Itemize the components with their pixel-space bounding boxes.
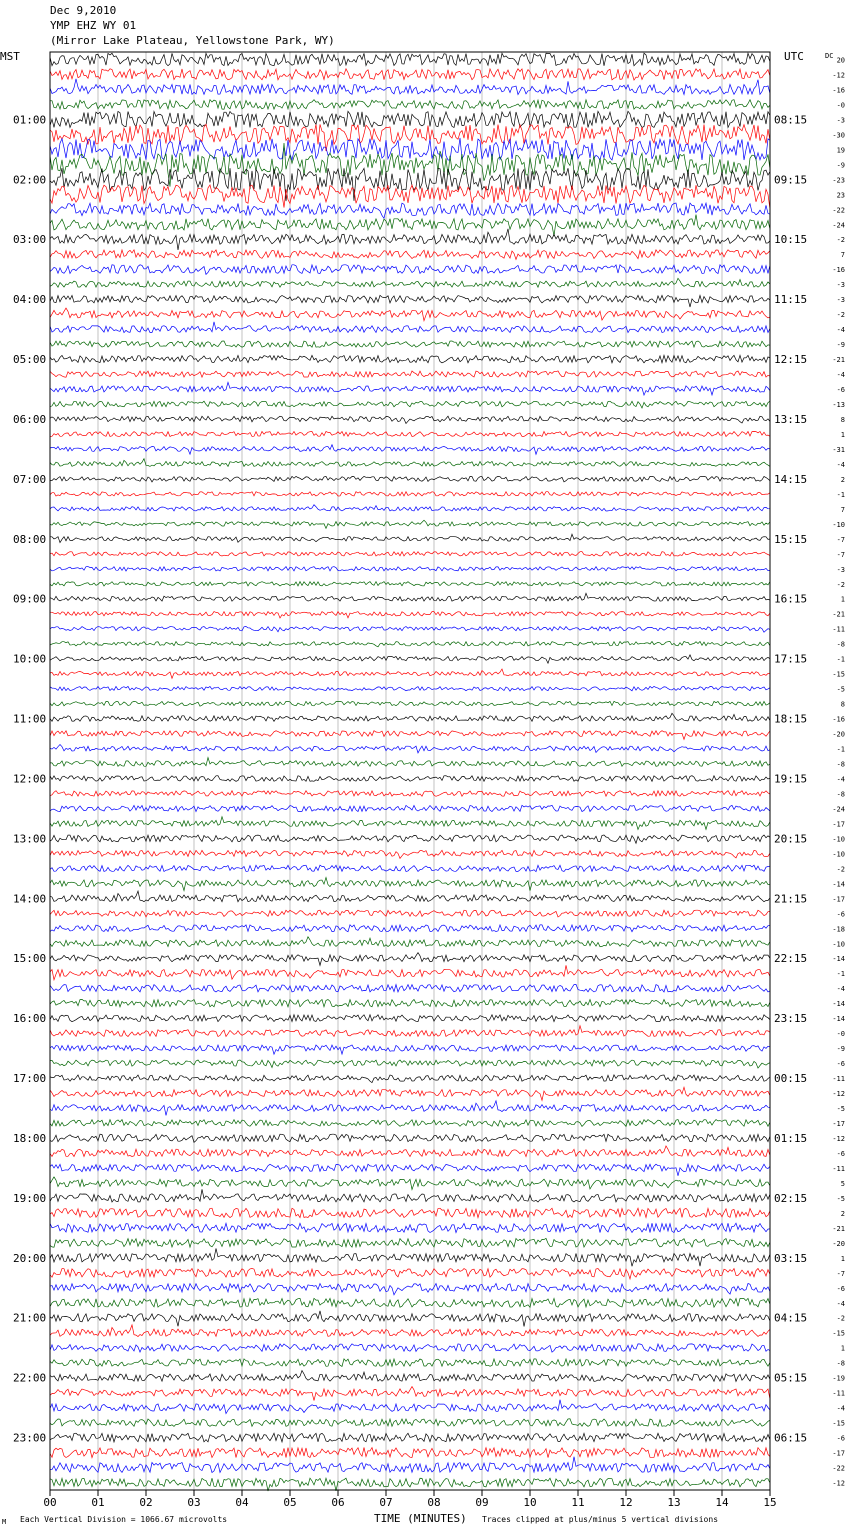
trace-line <box>50 1478 770 1491</box>
trace-line <box>50 850 770 858</box>
x-tick-label: 09 <box>475 1496 489 1509</box>
trace-line <box>50 835 770 843</box>
mst-hour-label: 22:00 <box>13 1371 47 1385</box>
utc-hour-label: 19:15 <box>774 772 808 786</box>
x-tick-label: 00 <box>43 1496 57 1509</box>
x-tick-label: 13 <box>667 1496 681 1509</box>
x-tick-label: 14 <box>715 1496 729 1509</box>
dc-offset-label: -14 <box>832 880 845 889</box>
x-tick-label: 04 <box>235 1496 249 1509</box>
trace-line <box>50 1060 770 1068</box>
dc-offset-label: -18 <box>832 925 845 934</box>
x-tick-label: 10 <box>523 1496 537 1509</box>
trace-line <box>50 1248 770 1266</box>
trace-line <box>50 459 770 467</box>
utc-hour-label: 05:15 <box>774 1371 808 1385</box>
dc-axis-title: DC <box>825 52 834 60</box>
dc-offset-label: -4 <box>836 775 845 784</box>
dc-offset-label: -10 <box>832 850 845 859</box>
dc-offset-label: -6 <box>836 386 845 395</box>
utc-hour-label: 01:15 <box>774 1131 808 1145</box>
trace-line <box>50 582 770 586</box>
dc-offset-labels <box>832 56 845 1487</box>
mst-hour-label: 15:00 <box>13 952 47 966</box>
dc-offset-label: -3 <box>836 296 845 305</box>
trace-line <box>50 1269 770 1280</box>
dc-offset-label: -4 <box>836 1299 845 1308</box>
trace-line <box>50 1387 770 1401</box>
trace-line <box>50 1045 770 1054</box>
dc-offset-label: -1 <box>836 970 845 979</box>
dc-offset-label: -8 <box>836 1359 845 1368</box>
scale-note: Each Vertical Division = 1066.67 microvolts <box>20 1515 228 1524</box>
utc-hour-label: 03:15 <box>774 1251 808 1265</box>
dc-offset-label: -16 <box>832 266 845 275</box>
trace-line <box>50 776 770 782</box>
trace-line <box>50 1298 770 1307</box>
dc-offset-label: -8 <box>836 640 845 649</box>
utc-hour-label: 22:15 <box>774 952 808 966</box>
dc-offset-label: -10 <box>832 520 845 529</box>
trace-line <box>50 1457 770 1473</box>
mst-hour-label: 07:00 <box>13 472 47 486</box>
x-tick-label: 01 <box>91 1496 105 1509</box>
mst-hour-label: 05:00 <box>13 353 47 367</box>
dc-offset-label: -8 <box>836 790 845 799</box>
mst-hour-label: 17:00 <box>13 1072 47 1086</box>
dc-offset-label: -12 <box>832 1479 845 1488</box>
trace-line <box>50 265 770 275</box>
trace-line <box>50 567 770 571</box>
trace-line <box>50 1359 770 1367</box>
trace-line <box>50 1101 770 1116</box>
dc-offset-label: -24 <box>832 221 845 230</box>
dc-offset-label: -24 <box>832 805 845 814</box>
trace-line <box>50 416 770 423</box>
dc-offset-label: -2 <box>836 865 845 874</box>
utc-hour-label: 14:15 <box>774 472 808 486</box>
trace-line <box>50 143 770 187</box>
trace-line <box>50 505 770 511</box>
mst-hour-label: 11:00 <box>13 712 47 726</box>
utc-hour-label: 11:15 <box>774 293 808 307</box>
trace-line <box>50 278 770 287</box>
trace-line <box>50 1075 770 1083</box>
trace-line <box>50 686 770 691</box>
mst-hour-label: 16:00 <box>13 1012 47 1026</box>
dc-offset-label: -2 <box>836 311 845 320</box>
dc-offset-label: -3 <box>836 565 845 574</box>
trace-line <box>50 476 770 482</box>
utc-hour-label: 04:15 <box>774 1311 808 1325</box>
dc-offset-label: -12 <box>832 1090 845 1099</box>
trace-line <box>50 401 770 408</box>
trace-line <box>50 965 770 980</box>
trace-line <box>50 817 770 830</box>
utc-hour-label: 09:15 <box>774 173 808 187</box>
dc-offset-label: -22 <box>832 1464 845 1473</box>
trace-line <box>50 745 770 753</box>
trace-group <box>50 53 770 1491</box>
trace-line <box>50 758 770 767</box>
dc-offset-label: 20 <box>836 56 845 65</box>
trace-line <box>50 371 770 377</box>
trace-line <box>50 203 770 218</box>
dc-offset-label: -7 <box>836 1269 845 1278</box>
utc-hour-labels <box>774 113 807 1444</box>
dc-offset-label: -5 <box>836 1194 845 1203</box>
trace-line <box>50 1189 770 1202</box>
x-tick-label: 08 <box>427 1496 441 1509</box>
dc-offset-label: -10 <box>832 940 845 949</box>
dc-offset-label: -12 <box>832 71 845 80</box>
mst-hour-label: 06:00 <box>13 412 47 426</box>
trace-line <box>50 185 770 209</box>
trace-line <box>50 805 770 811</box>
dc-offset-label: 19 <box>836 146 845 155</box>
dc-offset-label: -6 <box>836 1434 845 1443</box>
trace-line <box>50 229 770 250</box>
trace-line <box>50 1400 770 1414</box>
dc-offset-label: -3 <box>836 281 845 290</box>
dc-offset-label: -2 <box>836 580 845 589</box>
trace-line <box>50 999 770 1007</box>
trace-line <box>50 520 770 528</box>
dc-offset-label: 2 <box>840 1209 845 1218</box>
trace-line <box>50 250 770 260</box>
dc-offset-label: -16 <box>832 715 845 724</box>
mst-hour-label: 20:00 <box>13 1251 47 1265</box>
dc-offset-label: -0 <box>836 101 845 110</box>
dc-offset-label: -0 <box>836 1030 845 1039</box>
header-station: YMP EHZ WY 01 <box>50 19 137 32</box>
dc-offset-label: -5 <box>836 1105 845 1114</box>
header-location: (Mirror Lake Plateau, Yellowstone Park, WY) <box>50 34 335 47</box>
trace-line <box>50 1015 770 1022</box>
x-axis-label: TIME (MINUTES) <box>374 1512 467 1525</box>
dc-offset-label: -17 <box>832 1120 845 1129</box>
mst-hour-label: 23:00 <box>13 1431 47 1445</box>
dc-offset-label: -17 <box>832 1449 845 1458</box>
utc-hour-label: 08:15 <box>774 113 808 127</box>
dc-offset-label: -8 <box>836 760 845 769</box>
trace-line <box>50 1238 770 1247</box>
trace-line <box>50 1134 770 1142</box>
mst-hour-label: 09:00 <box>13 592 47 606</box>
utc-hour-label: 16:15 <box>774 592 808 606</box>
dc-offset-label: -9 <box>836 1045 845 1054</box>
dc-offset-label: -4 <box>836 460 845 469</box>
mst-hour-label: 02:00 <box>13 173 47 187</box>
dc-offset-label: 1 <box>840 595 845 604</box>
dc-offset-label: -21 <box>832 610 845 619</box>
dc-offset-label: -21 <box>832 356 845 365</box>
dc-offset-label: -1 <box>836 490 845 499</box>
trace-line <box>50 69 770 80</box>
mst-hour-label: 13:00 <box>13 832 47 846</box>
dc-offset-label: -17 <box>832 895 845 904</box>
dc-offset-label: -6 <box>836 910 845 919</box>
mst-hour-labels <box>13 113 46 1444</box>
x-tick-label: 02 <box>139 1496 153 1509</box>
dc-offset-label: 1 <box>840 1254 845 1263</box>
x-axis <box>43 1490 776 1509</box>
dc-offset-label: -6 <box>836 1284 845 1293</box>
trace-line <box>50 1120 770 1128</box>
trace-line <box>50 308 770 321</box>
dc-offset-label: -15 <box>832 1329 845 1338</box>
dc-offset-label: -5 <box>836 685 845 694</box>
mst-hour-label: 21:00 <box>13 1311 47 1325</box>
dc-offset-label: 5 <box>840 1179 845 1188</box>
trace-line <box>50 669 770 678</box>
mst-hour-label: 14:00 <box>13 892 47 906</box>
dc-offset-label: -31 <box>832 445 845 454</box>
trace-line <box>50 1344 770 1352</box>
dc-offset-label: 23 <box>836 191 845 200</box>
trace-line <box>50 1433 770 1442</box>
trace-line <box>50 1223 770 1232</box>
dc-offset-label: -16 <box>832 86 845 95</box>
utc-hour-label: 18:15 <box>774 712 808 726</box>
x-tick-label: 05 <box>283 1496 297 1509</box>
trace-line <box>50 1026 770 1037</box>
dc-offset-label: -14 <box>832 955 845 964</box>
dc-offset-label: -17 <box>832 820 845 829</box>
dc-offset-label: 1 <box>840 430 845 439</box>
mst-axis-title: MST <box>0 50 20 63</box>
trace-line <box>50 1371 770 1382</box>
trace-line <box>50 791 770 797</box>
dc-offset-label: -15 <box>832 1419 845 1428</box>
trace-line <box>50 100 770 110</box>
trace-line <box>50 1448 770 1458</box>
dc-offset-label: -11 <box>832 625 845 634</box>
trace-line <box>50 1177 770 1190</box>
dc-offset-label: -11 <box>832 1389 845 1398</box>
trace-line <box>50 1419 770 1427</box>
utc-axis-title: UTC <box>784 50 804 63</box>
trace-line <box>50 984 770 992</box>
corner-mark: M <box>2 1518 7 1526</box>
trace-line <box>50 953 770 966</box>
dc-offset-label: 8 <box>840 700 845 709</box>
utc-hour-label: 17:15 <box>774 652 808 666</box>
dc-offset-label: 7 <box>840 505 845 514</box>
dc-offset-label: -3 <box>836 116 845 125</box>
utc-hour-label: 12:15 <box>774 353 808 367</box>
mst-hour-label: 04:00 <box>13 293 47 307</box>
trace-line <box>50 1146 770 1157</box>
trace-line <box>50 322 770 333</box>
trace-line <box>50 713 770 721</box>
trace-line <box>50 1087 770 1100</box>
trace-line <box>50 111 770 127</box>
trace-line <box>50 925 770 932</box>
header-date: Dec 9,2010 <box>50 4 117 17</box>
trace-line <box>50 910 770 917</box>
dc-offset-label: -2 <box>836 236 845 245</box>
dc-offset-label: -6 <box>836 1149 845 1158</box>
dc-offset-label: -1 <box>836 745 845 754</box>
mst-hour-label: 12:00 <box>13 772 47 786</box>
dc-offset-label: -4 <box>836 371 845 380</box>
trace-line <box>50 1284 770 1295</box>
trace-line <box>50 891 770 902</box>
dc-offset-label: -11 <box>832 1075 845 1084</box>
dc-offset-label: -15 <box>832 670 845 679</box>
trace-line <box>50 534 770 542</box>
mst-hour-label: 19:00 <box>13 1191 47 1205</box>
trace-line <box>50 138 770 160</box>
dc-offset-label: 7 <box>840 251 845 260</box>
dc-offset-label: -30 <box>832 131 845 140</box>
trace-line <box>50 492 770 496</box>
utc-hour-label: 21:15 <box>774 892 808 906</box>
utc-hour-label: 23:15 <box>774 1012 808 1026</box>
mst-hour-label: 08:00 <box>13 532 47 546</box>
trace-line <box>50 655 770 663</box>
dc-offset-label: -4 <box>836 985 845 994</box>
dc-offset-label: -14 <box>832 1015 845 1024</box>
dc-offset-label: 8 <box>840 415 845 424</box>
trace-line <box>50 937 770 947</box>
x-tick-label: 12 <box>619 1496 633 1509</box>
dc-offset-label: -9 <box>836 341 845 350</box>
dc-offset-label: -23 <box>832 176 845 185</box>
utc-hour-label: 06:15 <box>774 1431 808 1445</box>
dc-offset-label: -4 <box>836 1404 845 1413</box>
dc-offset-label: -13 <box>832 401 845 410</box>
trace-line <box>50 1311 770 1327</box>
trace-line <box>50 1164 770 1176</box>
trace-line <box>50 878 770 891</box>
trace-line <box>50 215 770 237</box>
dc-offset-label: -11 <box>832 1164 845 1173</box>
trace-line <box>50 53 770 66</box>
dc-offset-label: -7 <box>836 535 845 544</box>
mst-hour-label: 01:00 <box>13 113 47 127</box>
trace-line <box>50 295 770 307</box>
dc-offset-label: -14 <box>832 1000 845 1009</box>
trace-line <box>50 642 770 647</box>
x-tick-label: 15 <box>763 1496 777 1509</box>
utc-hour-label: 20:15 <box>774 832 808 846</box>
clip-note: Traces clipped at plus/minus 5 vertical divisions <box>482 1515 719 1524</box>
trace-line <box>50 552 770 556</box>
trace-line <box>50 865 770 871</box>
dc-offset-label: -22 <box>832 206 845 215</box>
trace-line <box>50 612 770 619</box>
dc-offset-label: -20 <box>832 1239 845 1248</box>
x-tick-label: 06 <box>331 1496 345 1509</box>
utc-hour-label: 13:15 <box>774 412 808 426</box>
x-tick-label: 03 <box>187 1496 201 1509</box>
trace-line <box>50 355 770 363</box>
trace-line <box>50 1325 770 1337</box>
mst-hour-label: 10:00 <box>13 652 47 666</box>
dc-offset-label: -4 <box>836 326 845 335</box>
utc-hour-label: 00:15 <box>774 1072 808 1086</box>
dc-offset-label: -6 <box>836 1060 845 1069</box>
trace-line <box>50 124 770 151</box>
dc-offset-label: 2 <box>840 475 845 484</box>
trace-line <box>50 1208 770 1217</box>
utc-hour-label: 02:15 <box>774 1191 808 1205</box>
dc-offset-label: -2 <box>836 1314 845 1323</box>
trace-line <box>50 168 770 201</box>
dc-offset-label: -20 <box>832 730 845 739</box>
utc-hour-label: 15:15 <box>774 532 808 546</box>
plot-frame <box>50 52 770 1490</box>
trace-line <box>50 382 770 395</box>
trace-line <box>50 341 770 347</box>
dc-offset-label: -9 <box>836 161 845 170</box>
trace-line <box>50 445 770 455</box>
mst-hour-label: 03:00 <box>13 233 47 247</box>
dc-offset-label: -12 <box>832 1134 845 1143</box>
dc-offset-label: -21 <box>832 1224 845 1233</box>
trace-line <box>50 79 770 95</box>
dc-offset-label: -10 <box>832 835 845 844</box>
x-tick-label: 11 <box>571 1496 585 1509</box>
dc-offset-label: -19 <box>832 1374 845 1383</box>
dc-offset-label: -7 <box>836 550 845 559</box>
x-tick-label: 07 <box>379 1496 393 1509</box>
dc-offset-label: 1 <box>840 1344 845 1353</box>
trace-line <box>50 432 770 437</box>
trace-line <box>50 627 770 633</box>
utc-hour-label: 10:15 <box>774 233 808 247</box>
trace-line <box>50 731 770 740</box>
dc-offset-label: -1 <box>836 655 845 664</box>
trace-line <box>50 701 770 706</box>
mst-hour-label: 18:00 <box>13 1131 47 1145</box>
trace-line <box>50 593 770 601</box>
